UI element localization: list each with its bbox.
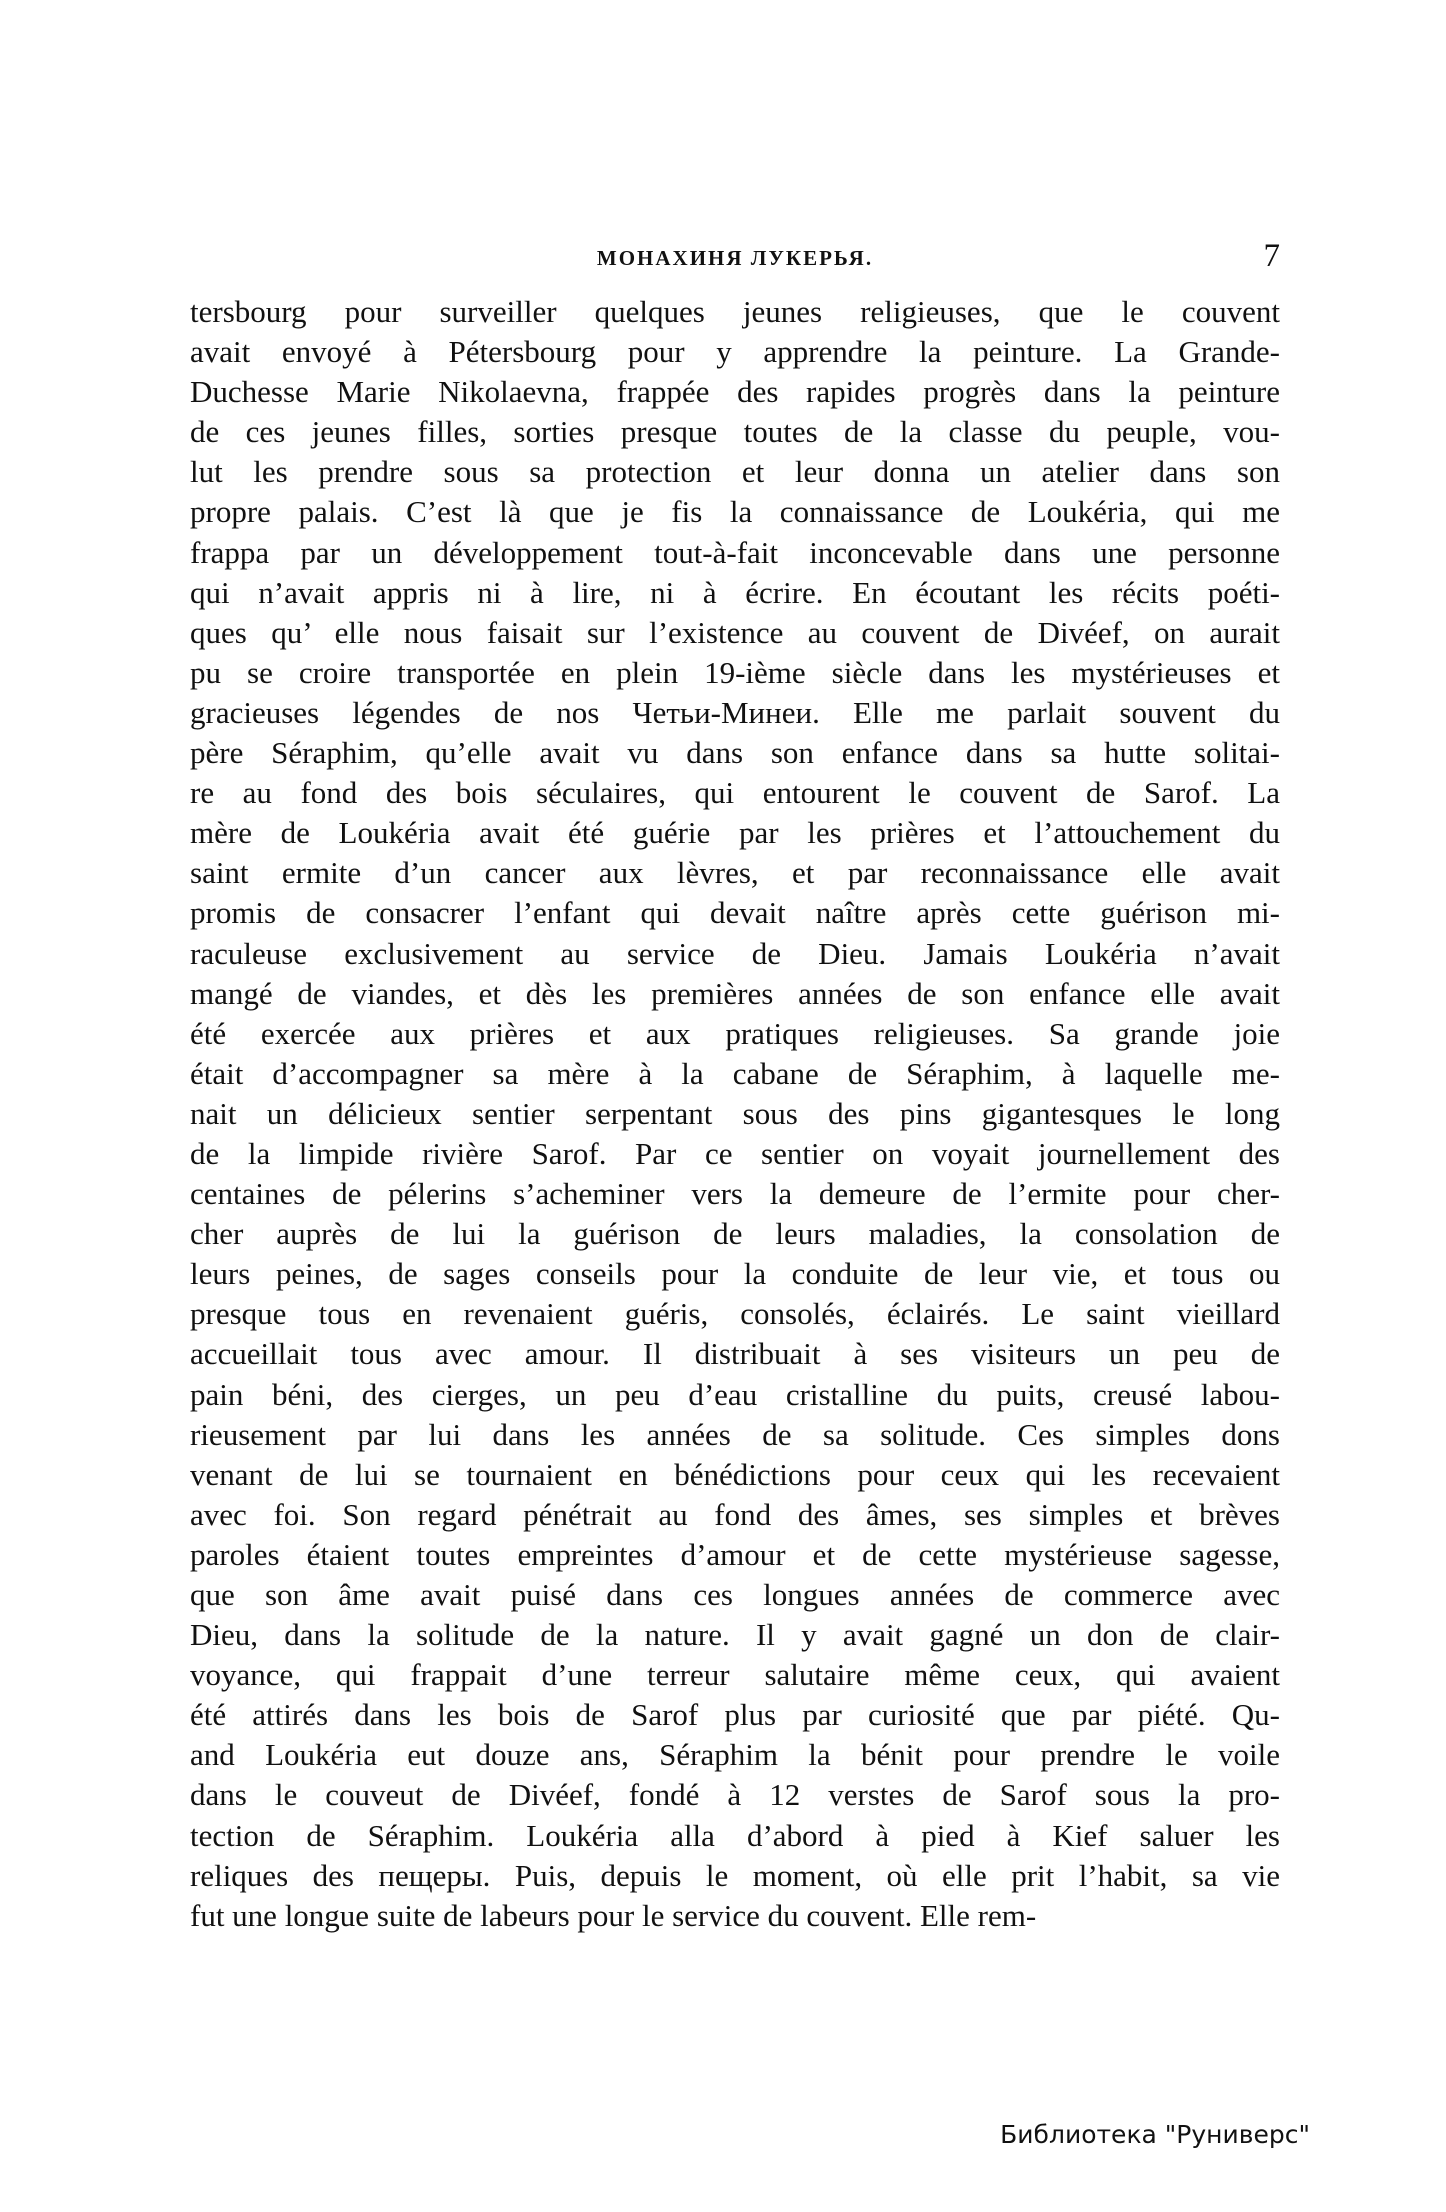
running-title: МОНАХИНЯ ЛУКЕРЬЯ. — [596, 246, 874, 270]
library-watermark: Библиотека "Руниверс" — [1000, 2120, 1310, 2149]
text-line: rieusement par lui dans les années de sa solitude. Ces simples dons — [190, 1416, 1280, 1452]
text-line: frappa par un développement tout-à-fait inconcevable dans une personne — [190, 534, 1280, 570]
text-line: qui n’avait appris ni à lire, ni à écrire. En écoutant les récits poéti- — [190, 574, 1280, 610]
text-line: cher auprès de lui la guérison de leurs maladies, la consolation de — [190, 1216, 1280, 1252]
text-line: Dieu, dans la solitude de la nature. Il y avait gagné un don de clair- — [190, 1617, 1280, 1653]
text-line: reliques des пещеры. Puis, depuis le moment, où elle prit l’habit, sa vie — [190, 1857, 1280, 1893]
text-line: dans le couveut de Divéef, fondé à 12 verstes de Sarof sous la pro- — [190, 1777, 1280, 1813]
text-line: ques qu’ elle nous faisait sur l’existence au couvent de Divéef, on aurait — [190, 614, 1280, 650]
text-line: été attirés dans les bois de Sarof plus par curiosité que par piété. Qu- — [190, 1697, 1280, 1733]
text-line: and Loukéria eut douze ans, Séraphim la bénit pour prendre le voile — [190, 1737, 1280, 1773]
text-line: voyance, qui frappait d’une terreur salutaire même ceux, qui avaient — [190, 1657, 1280, 1693]
text-line: propre palais. C’est là que je fis la connaissance de Loukéria, qui me — [190, 494, 1280, 530]
text-line: fut une longue suite de labeurs pour le service du couvent. Elle rem- — [190, 1897, 1037, 1933]
text-line: raculeuse exclusivement au service de Dieu. Jamais Loukéria n’avait — [190, 935, 1280, 971]
body-text — [190, 292, 1280, 1936]
text-line: de ces jeunes filles, sorties presque toutes de la classe du peuple, vou- — [190, 414, 1280, 450]
text-line: tersbourg pour surveiller quelques jeunes religieuses, que le couvent — [190, 294, 1280, 329]
text-line: pain béni, des cierges, un peu d’eau cristalline du puits, creusé labou- — [190, 1376, 1280, 1412]
text-line: que son âme avait puisé dans ces longues années de commerce avec — [190, 1577, 1280, 1612]
text-line: gracieuses légendes de nos Четьи-Минеи. Elle me parlait souvent du — [190, 694, 1280, 730]
text-line: tection de Séraphim. Loukéria alla d’abord à pied à Kief saluer les — [190, 1817, 1280, 1853]
text-line: saint ermite d’un cancer aux lèvres, et par reconnaissance elle avait — [190, 855, 1280, 891]
text-line: nait un délicieux sentier serpentant sous des pins gigantesques le long — [190, 1095, 1280, 1131]
text-line: mère de Loukéria avait été guérie par les prières et l’attouchement du — [190, 815, 1280, 851]
text-line: accueillait tous avec amour. Il distribuait à ses visiteurs un peu de — [190, 1336, 1280, 1372]
text-line: était d’accompagner sa mère à la cabane de Séraphim, à laquelle me- — [190, 1055, 1280, 1091]
text-line: Duchesse Marie Nikolaevna, frappée des rapides progrès dans la peinture — [190, 374, 1280, 410]
text-line: avec foi. Son regard pénétrait au fond des âmes, ses simples et brèves — [190, 1496, 1280, 1532]
text-line: père Séraphim, qu’elle avait vu dans son enfance dans sa hutte solitai- — [190, 735, 1280, 771]
text-line: mangé de viandes, et dès les premières années de son enfance elle avait — [190, 975, 1280, 1011]
text-line: avait envoyé à Pétersbourg pour y apprendre la peinture. La Grande- — [190, 334, 1280, 370]
text-line: re au fond des bois séculaires, qui entourent le couvent de Sarof. La — [190, 775, 1280, 811]
text-line: leurs peines, de sages conseils pour la conduite de leur vie, et tous ou — [190, 1256, 1280, 1292]
text-line: presque tous en revenaient guéris, consolés, éclairés. Le saint vieillard — [190, 1296, 1280, 1332]
text-line: promis de consacrer l’enfant qui devait naître après cette guérison mi- — [190, 895, 1280, 931]
text-line: centaines de pélerins s’acheminer vers la demeure de l’ermite pour cher- — [190, 1176, 1280, 1212]
text-line: été exercée aux prières et aux pratiques religieuses. Sa grande joie — [190, 1015, 1280, 1051]
text-line: de la limpide rivière Sarof. Par ce sentier on voyait journellement des — [190, 1135, 1280, 1171]
text-line: venant de lui se tournaient en bénédictions pour ceux qui les recevaient — [190, 1456, 1280, 1492]
text-line: lut les prendre sous sa protection et leur donna un atelier dans son — [190, 454, 1280, 490]
text-line: pu se croire transportée en plein 19-ième siècle dans les mystérieuses et — [190, 654, 1280, 690]
page-number: 7 — [1263, 238, 1280, 274]
running-head — [190, 238, 1280, 278]
text-line: paroles étaient toutes empreintes d’amour et de cette mystérieuse sagesse, — [190, 1536, 1280, 1572]
